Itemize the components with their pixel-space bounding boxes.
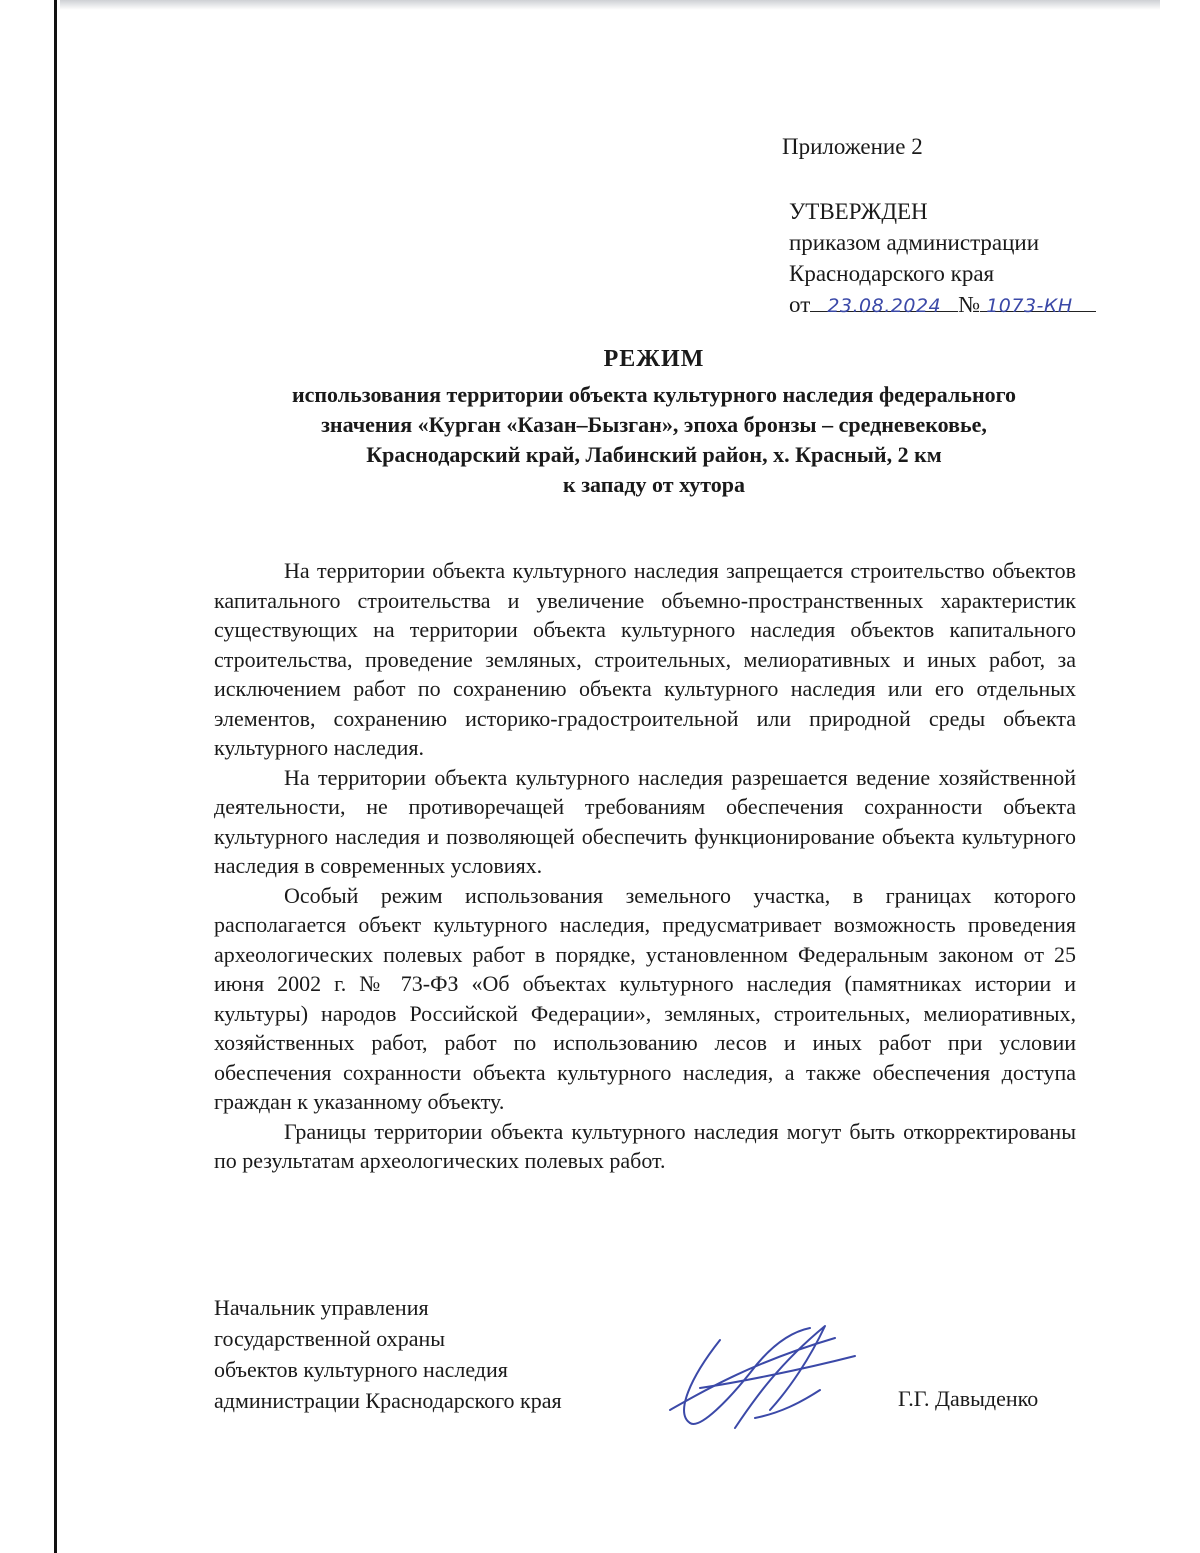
date-prefix: от	[789, 292, 811, 317]
number-field	[980, 289, 1096, 317]
number-prefix: №	[958, 292, 981, 317]
signatory-position	[214, 1292, 562, 1416]
date-field	[810, 289, 958, 317]
handwritten-date: 23.08.2024	[827, 295, 942, 317]
body-paragraph: На территории объекта культурного наследия разрешается ведение хозяйственной деятельности, не противоречащей требованиям обеспечения сохранности объекта культурного наследия и позволяющей обеспечить функционирование объекта культурного наследия в современных условиях.	[214, 764, 1076, 878]
approval-line: УТВЕРЖДЕН	[789, 199, 928, 224]
position-line: объектов культурного наследия	[214, 1357, 508, 1382]
document-body	[214, 556, 1076, 1176]
handwritten-signature	[660, 1318, 860, 1438]
approval-line: Краснодарского края	[789, 261, 995, 286]
approval-date-line	[789, 289, 1096, 320]
signatory-name: Г.Г. Давыденко	[898, 1386, 1039, 1411]
document-title: РЕЖИМ	[603, 346, 705, 372]
subtitle-line: использования территории объекта культурного наследия федерального	[291, 382, 1017, 407]
approval-block	[789, 196, 1096, 320]
position-line: государственной охраны	[214, 1326, 446, 1351]
scan-edge-shadow	[60, 0, 1160, 10]
approval-line: приказом администрации	[789, 230, 1040, 255]
appendix-label: Приложение 2	[782, 134, 923, 159]
subtitle-line: значения «Курган «Казан–Бызган», эпоха бронзы – средневековье,	[321, 412, 987, 437]
subtitle-line: Краснодарский край, Лабинский район, х. Красный, 2 км	[366, 442, 942, 467]
subtitle-line: к западу от хутора	[563, 472, 745, 497]
position-line: администрации Краснодарского края	[214, 1388, 562, 1413]
position-line: Начальник управления	[214, 1295, 429, 1320]
body-paragraph: На территории объекта культурного наследия запрещается строительство объектов капитального строительства и увеличение объемно-пространственных характеристик существующих на территории объекта культурного наследия объектов капитального строительства, проведение земляных, строительных, мелиоративных и иных работ, за исключением работ по сохранению объекта культурного наследия или его отдельных элементов, сохранению историко-градостроительной или природной среды объекта культурного наследия.	[214, 558, 1076, 760]
body-paragraph: Границы территории объекта культурного наследия могут быть откорректированы по результатам археологических полевых работ.	[214, 1118, 1076, 1173]
document-subtitle	[214, 380, 1094, 500]
body-paragraph: Особый режим использования земельного участка, в границах которого располагается объект культурного наследия, предусматривает возможность проведения археологических полевых работ в порядке, установленном Федеральным законом от 25 июня 2002 г. № 73-ФЗ «Об объектах культурного наследия (памятниках истории и культуры) народов Российской Федерации», земляных, строительных, мелиоративных, хозяйственных работ, работ по использованию лесов и иных работ при условии обеспечения сохранности объекта культурного наследия, а также обеспечения доступа граждан к указанному объекту.	[214, 882, 1076, 1114]
page-left-border	[54, 0, 57, 1553]
handwritten-number: 1073-КН	[986, 295, 1073, 317]
